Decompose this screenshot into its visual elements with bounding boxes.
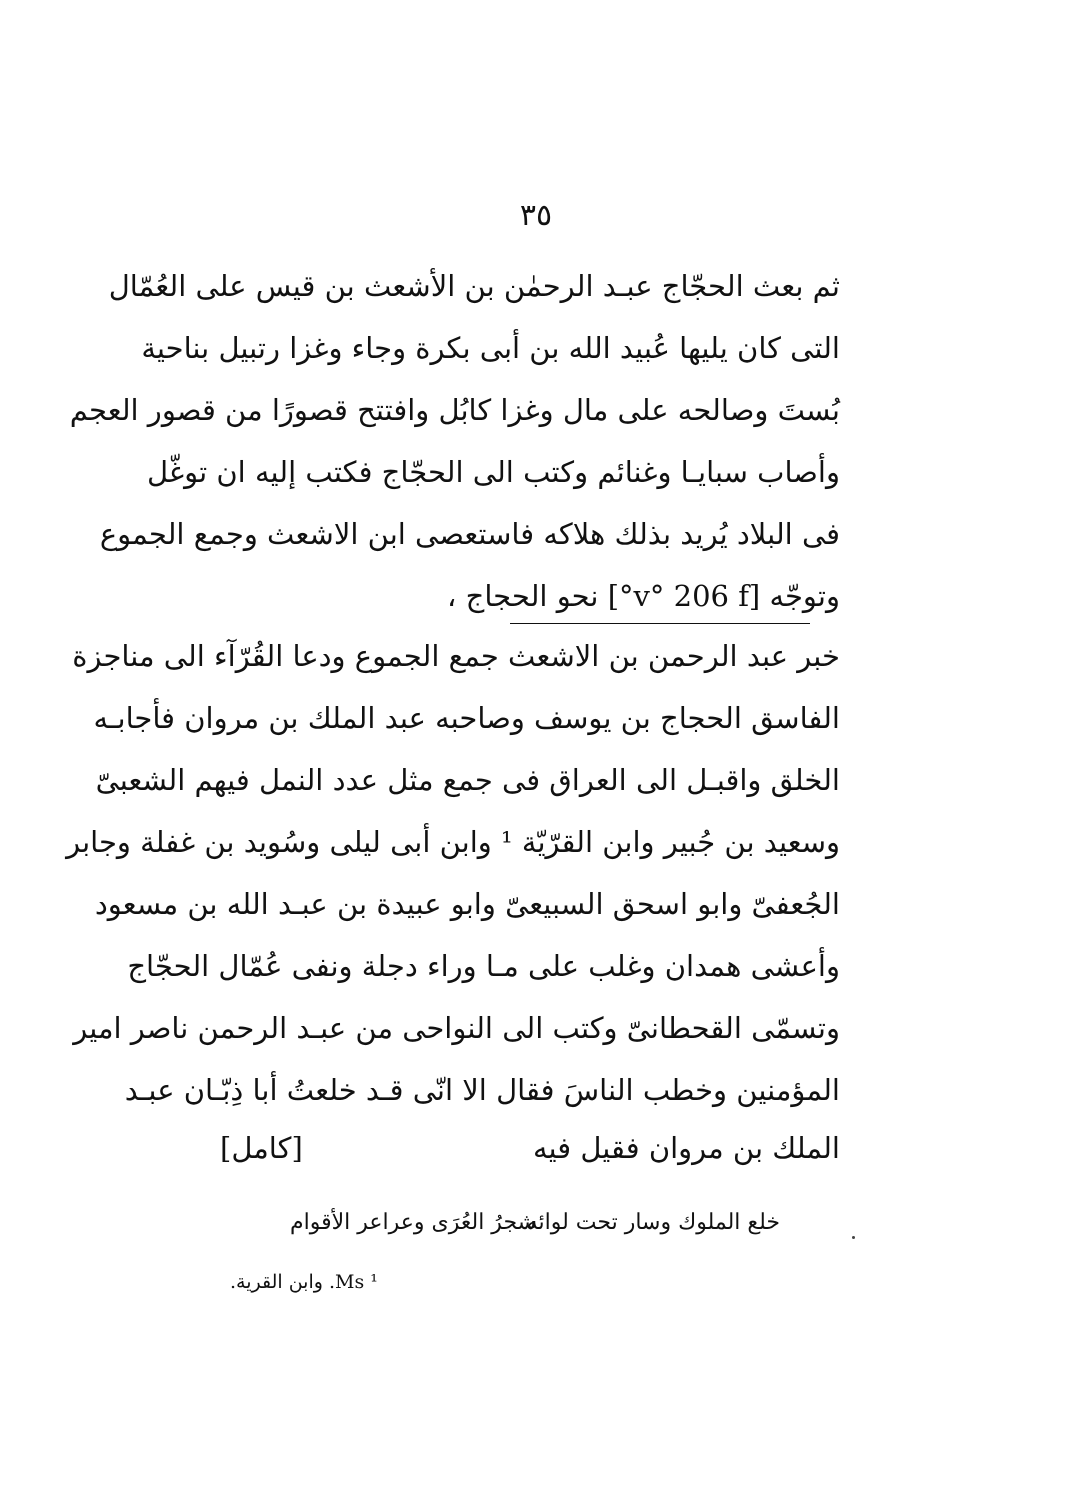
text-line: الخلق واقبـل الى العراق فى جمع مثل عدد النمل فيهم الشعبىّ xyxy=(95,763,840,797)
text-line: خبر عبد الرحمن بن الاشعث جمع الجموع ودعا القُرّآء الى مناجزة xyxy=(72,639,840,673)
text-line: وتوجّه [v° 206 f°] نحو الحجاج ، xyxy=(447,579,840,613)
text-line: فى البلاد يُريد بذلك هلاكه فاستعصى ابن الاشعث وجمع الجموع xyxy=(99,517,840,551)
section-divider xyxy=(510,623,810,624)
verse-hemistich-first: خلع الملوك وسار تحت لوائه xyxy=(526,1210,780,1235)
text-line: التى كان يليها عُبيد الله بن أبى بكرة وجاء وغزا رتبيل بناحية xyxy=(141,331,840,365)
text-line: وأصاب سبايـا وغنائم وكتب الى الحجّاج فكتب إليه ان توغّل xyxy=(146,455,840,489)
text-line: ثم بعث الحجّاج عبـد الرحمٰن بن الأشعث بن قيس على العُمّال xyxy=(108,269,840,303)
closing-line-text: الملك بن مروان فقيل فيه xyxy=(532,1131,840,1165)
text-line: بُستَ وصالحه على مال وغزا كابُل وافتتح قصورًا من قصور العجم xyxy=(69,393,840,427)
footnote: ¹ Ms. وابن القرية. xyxy=(230,1271,378,1293)
text-line: الجُعفىّ وابو اسحق السبيعىّ وابو عبيدة بن عبـد الله بن مسعود xyxy=(94,887,840,921)
text-line: الفاسق الحجاج بن يوسف وصاحبه عبد الملك بن مروان فأجابـه xyxy=(93,701,840,735)
scan-speck xyxy=(852,1236,855,1239)
text-line: المؤمنين وخطب الناسَ فقال الا انّى قـد خلعتُ أبا ذِبّـان عبـد xyxy=(124,1073,840,1107)
verse-hemistich-second: شجرُ العُرَى وعراعر الأقوام xyxy=(290,1210,537,1235)
closing-line xyxy=(220,1120,840,1176)
meter-label: [كامل] xyxy=(220,1131,303,1165)
text-line: وأعشى همدان وغلب على مـا وراء دجلة ونفى عُمّال الحجّاج xyxy=(127,949,840,983)
poem-verse xyxy=(260,1200,780,1246)
text-line: وسعيد بن جُبير وابن القرّيّة ¹ وابن أبى ليلى وسُويد بن غفلة وجابر xyxy=(66,825,840,859)
page-number: ٣٥ xyxy=(519,198,553,233)
text-line: وتسمّى القحطانىّ وكتب الى النواحى من عبـد الرحمن ناصر امير xyxy=(73,1011,840,1045)
